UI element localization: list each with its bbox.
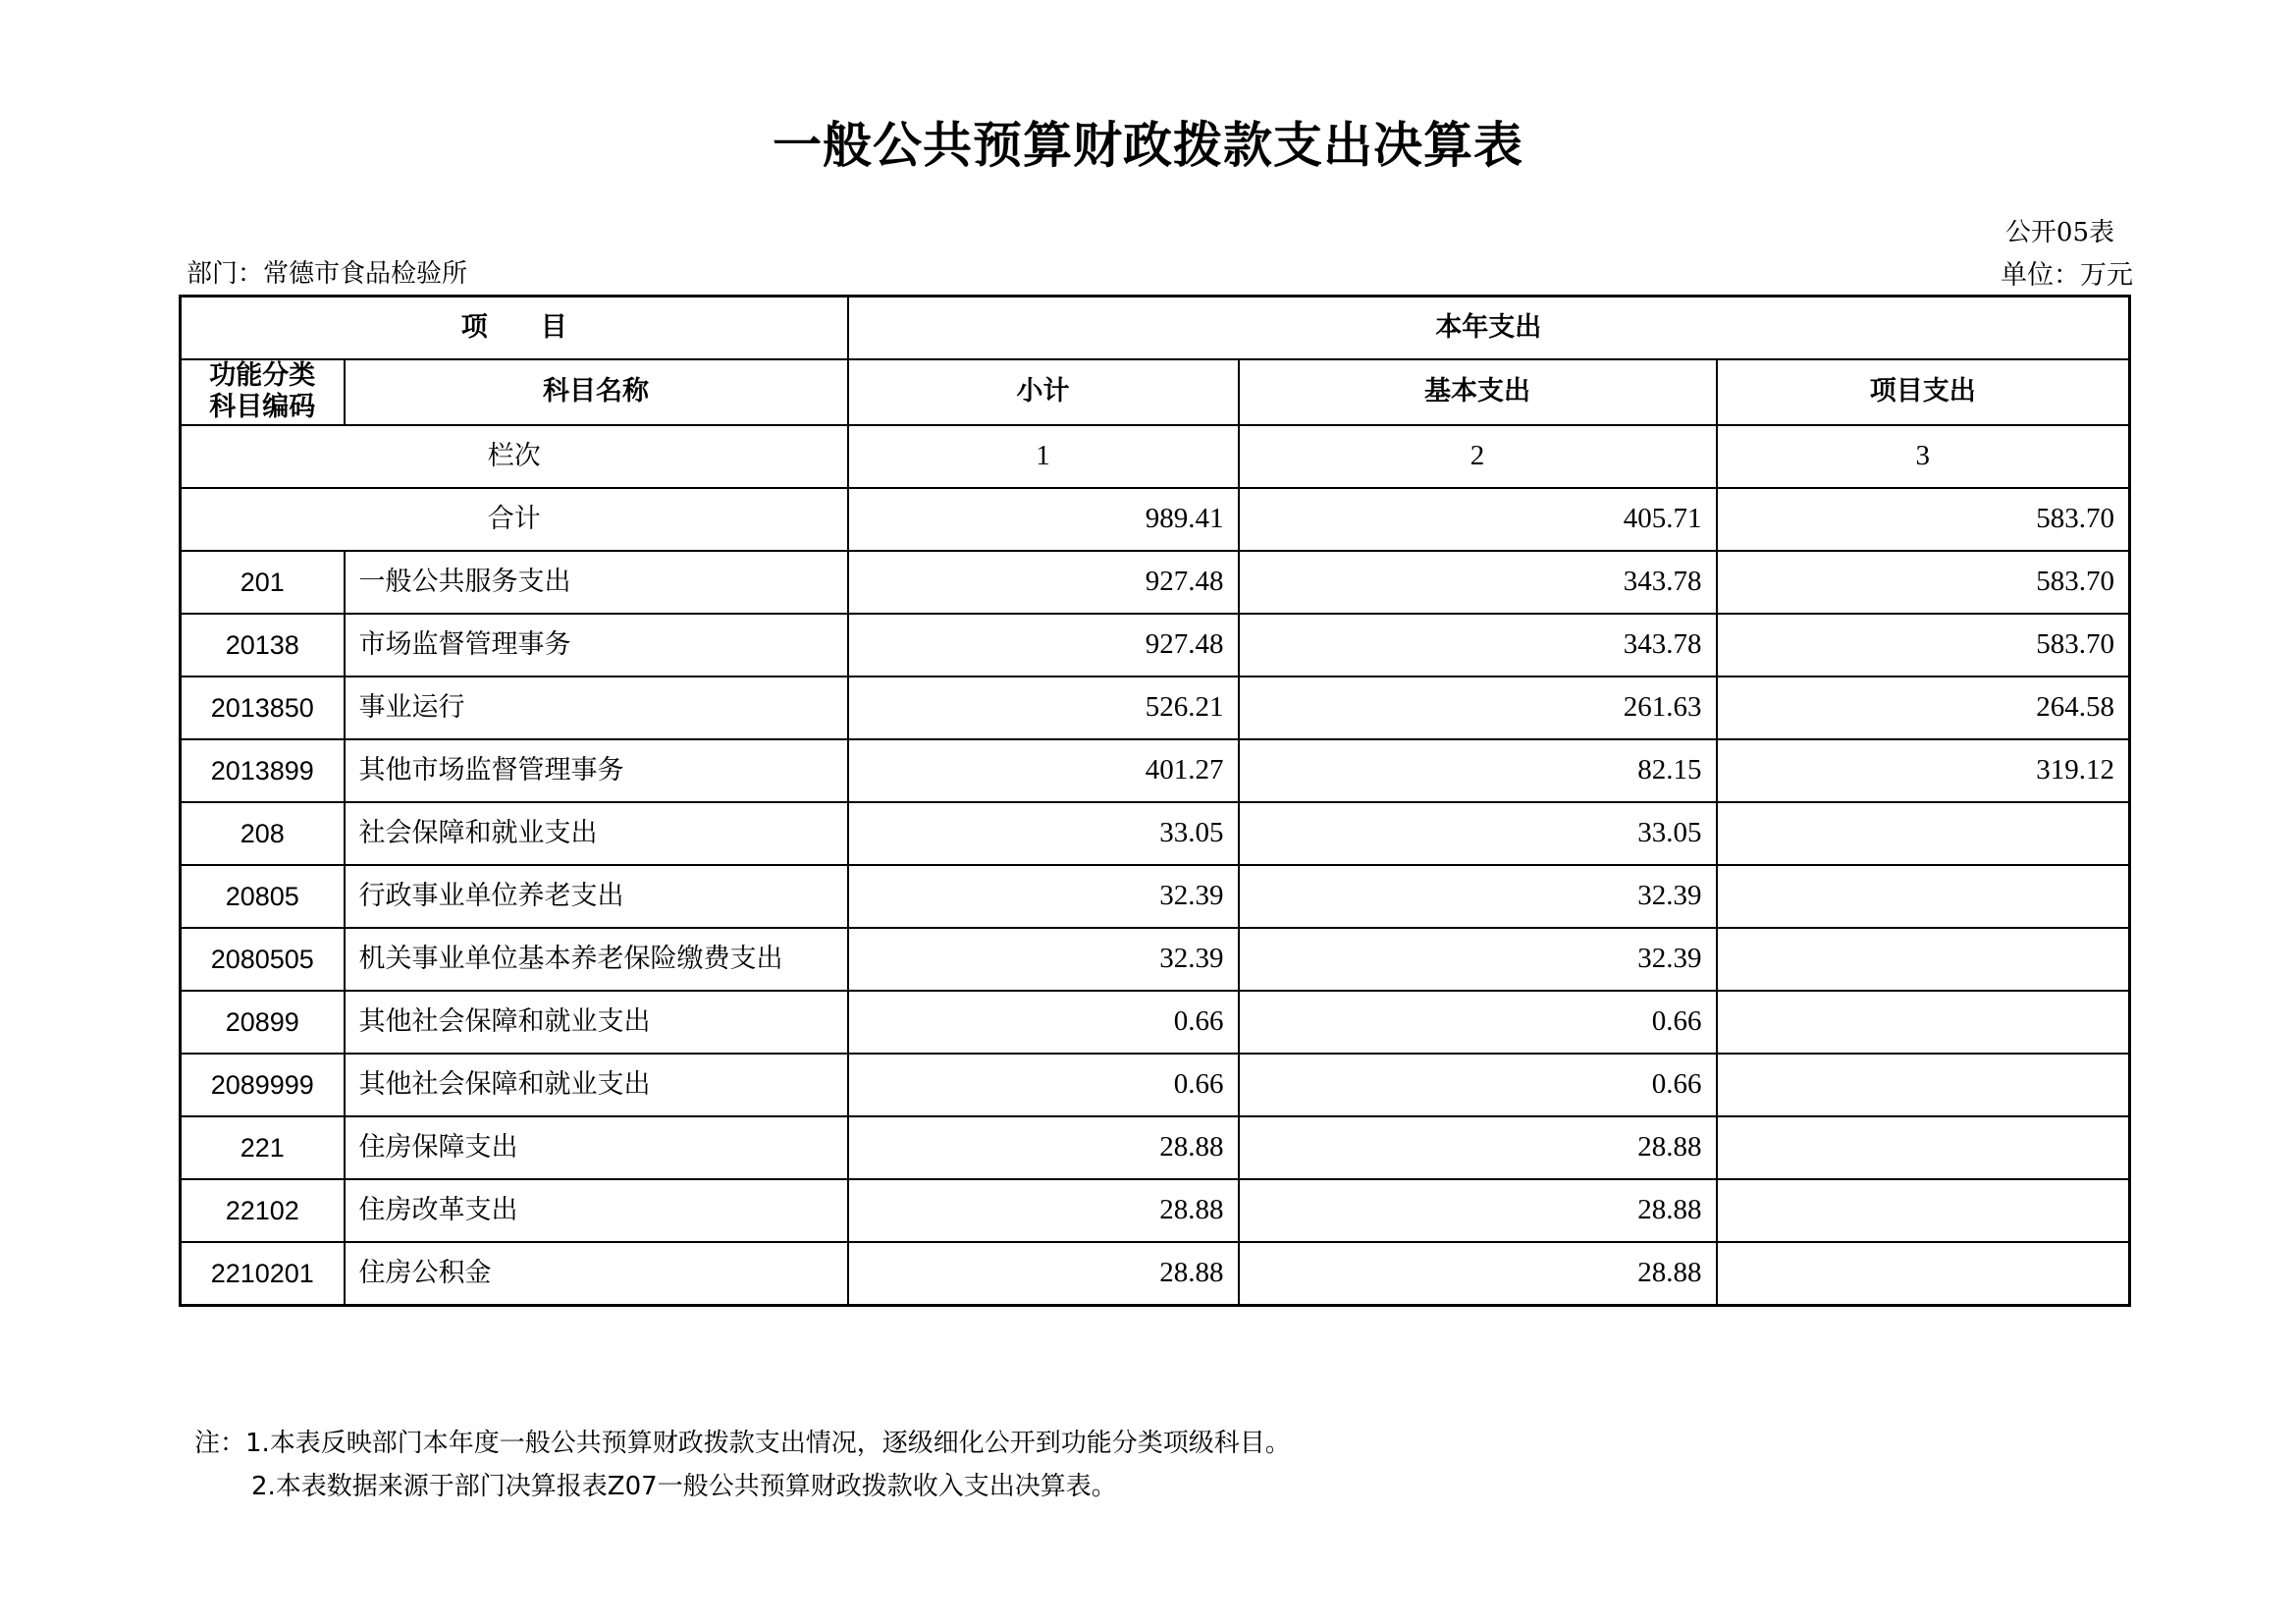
unit-label: 单位：万元 (2001, 260, 2133, 291)
row-project (1717, 1179, 2130, 1242)
row-name: 机关事业单位基本养老保险缴费支出 (345, 928, 848, 991)
row-subtotal: 526.21 (848, 677, 1239, 739)
row-code: 221 (181, 1116, 345, 1179)
table-row (181, 551, 2130, 614)
row-name: 一般公共服务支出 (345, 551, 848, 614)
department-label: 部门：常德市食品检验所 (187, 259, 468, 289)
header-basic: 基本支出 (1239, 359, 1717, 425)
table-row (181, 739, 2130, 802)
row-name: 事业运行 (345, 677, 848, 739)
column-number-3: 3 (1717, 425, 2130, 488)
row-project (1717, 928, 2130, 991)
column-number-label: 栏次 (181, 425, 848, 488)
row-basic: 261.63 (1239, 677, 1717, 739)
row-code: 2080505 (181, 928, 345, 991)
header-code: 功能分类科目编码 (181, 359, 345, 425)
header-current-year: 本年支出 (848, 297, 2130, 360)
row-subtotal: 32.39 (848, 865, 1239, 928)
total-label: 合计 (181, 488, 848, 551)
row-name: 住房改革支出 (345, 1179, 848, 1242)
row-basic: 28.88 (1239, 1116, 1717, 1179)
row-subtotal: 28.88 (848, 1242, 1239, 1306)
row-subtotal: 33.05 (848, 802, 1239, 865)
row-subtotal: 28.88 (848, 1116, 1239, 1179)
row-code: 2089999 (181, 1054, 345, 1116)
table-row (181, 614, 2130, 677)
table-row (181, 865, 2130, 928)
row-name: 住房公积金 (345, 1242, 848, 1306)
row-name: 市场监督管理事务 (345, 614, 848, 677)
row-subtotal: 28.88 (848, 1179, 1239, 1242)
row-code: 20138 (181, 614, 345, 677)
row-code: 20899 (181, 991, 345, 1054)
row-project: 319.12 (1717, 739, 2130, 802)
budget-table (179, 295, 2131, 1307)
row-project (1717, 991, 2130, 1054)
row-project (1717, 865, 2130, 928)
table-row (181, 677, 2130, 739)
row-code: 20805 (181, 865, 345, 928)
row-code: 22102 (181, 1179, 345, 1242)
header-item: 项 目 (181, 297, 848, 360)
row-basic: 0.66 (1239, 1054, 1717, 1116)
header-subtotal: 小计 (848, 359, 1239, 425)
total-project: 583.70 (1717, 488, 2130, 551)
row-name: 住房保障支出 (345, 1116, 848, 1179)
header-row-2 (181, 359, 2130, 425)
row-code: 201 (181, 551, 345, 614)
row-name: 社会保障和就业支出 (345, 802, 848, 865)
row-basic: 0.66 (1239, 991, 1717, 1054)
row-code: 2013850 (181, 677, 345, 739)
table-row (181, 1242, 2130, 1306)
note-line-1: 注：1.本表反映部门本年度一般公共预算财政拨款支出情况，逐级细化公开到功能分类项级科目。 (194, 1429, 1291, 1458)
row-subtotal: 0.66 (848, 991, 1239, 1054)
row-basic: 33.05 (1239, 802, 1717, 865)
row-basic: 82.15 (1239, 739, 1717, 802)
table-row (181, 1054, 2130, 1116)
row-subtotal: 927.48 (848, 551, 1239, 614)
row-basic: 28.88 (1239, 1242, 1717, 1306)
table-row (181, 928, 2130, 991)
table-row (181, 991, 2130, 1054)
row-project: 264.58 (1717, 677, 2130, 739)
row-project: 583.70 (1717, 614, 2130, 677)
row-basic: 32.39 (1239, 928, 1717, 991)
total-subtotal: 989.41 (848, 488, 1239, 551)
row-project (1717, 802, 2130, 865)
table-row (181, 1116, 2130, 1179)
row-code: 208 (181, 802, 345, 865)
column-number-2: 2 (1239, 425, 1717, 488)
note-line-2: 2.本表数据来源于部门决算报表Z07一般公共预算财政拨款收入支出决算表。 (251, 1472, 1117, 1501)
header-project: 项目支出 (1717, 359, 2130, 425)
row-code: 2013899 (181, 739, 345, 802)
page-title: 一般公共预算财政拨款支出决算表 (773, 117, 1523, 174)
form-number: 公开05表 (2004, 218, 2114, 247)
total-row (181, 488, 2130, 551)
notes (194, 1422, 1291, 1508)
total-basic: 405.71 (1239, 488, 1717, 551)
row-basic: 343.78 (1239, 614, 1717, 677)
row-subtotal: 32.39 (848, 928, 1239, 991)
header-row-1 (181, 297, 2130, 360)
row-subtotal: 0.66 (848, 1054, 1239, 1116)
row-project (1717, 1242, 2130, 1306)
row-name: 行政事业单位养老支出 (345, 865, 848, 928)
row-project (1717, 1116, 2130, 1179)
table-row (181, 802, 2130, 865)
row-name: 其他市场监督管理事务 (345, 739, 848, 802)
row-project (1717, 1054, 2130, 1116)
header-name: 科目名称 (345, 359, 848, 425)
row-basic: 343.78 (1239, 551, 1717, 614)
row-basic: 32.39 (1239, 865, 1717, 928)
row-basic: 28.88 (1239, 1179, 1717, 1242)
column-number-row (181, 425, 2130, 488)
column-number-1: 1 (848, 425, 1239, 488)
row-project: 583.70 (1717, 551, 2130, 614)
row-code: 2210201 (181, 1242, 345, 1306)
row-name: 其他社会保障和就业支出 (345, 1054, 848, 1116)
row-subtotal: 927.48 (848, 614, 1239, 677)
table-row (181, 1179, 2130, 1242)
row-name: 其他社会保障和就业支出 (345, 991, 848, 1054)
row-subtotal: 401.27 (848, 739, 1239, 802)
